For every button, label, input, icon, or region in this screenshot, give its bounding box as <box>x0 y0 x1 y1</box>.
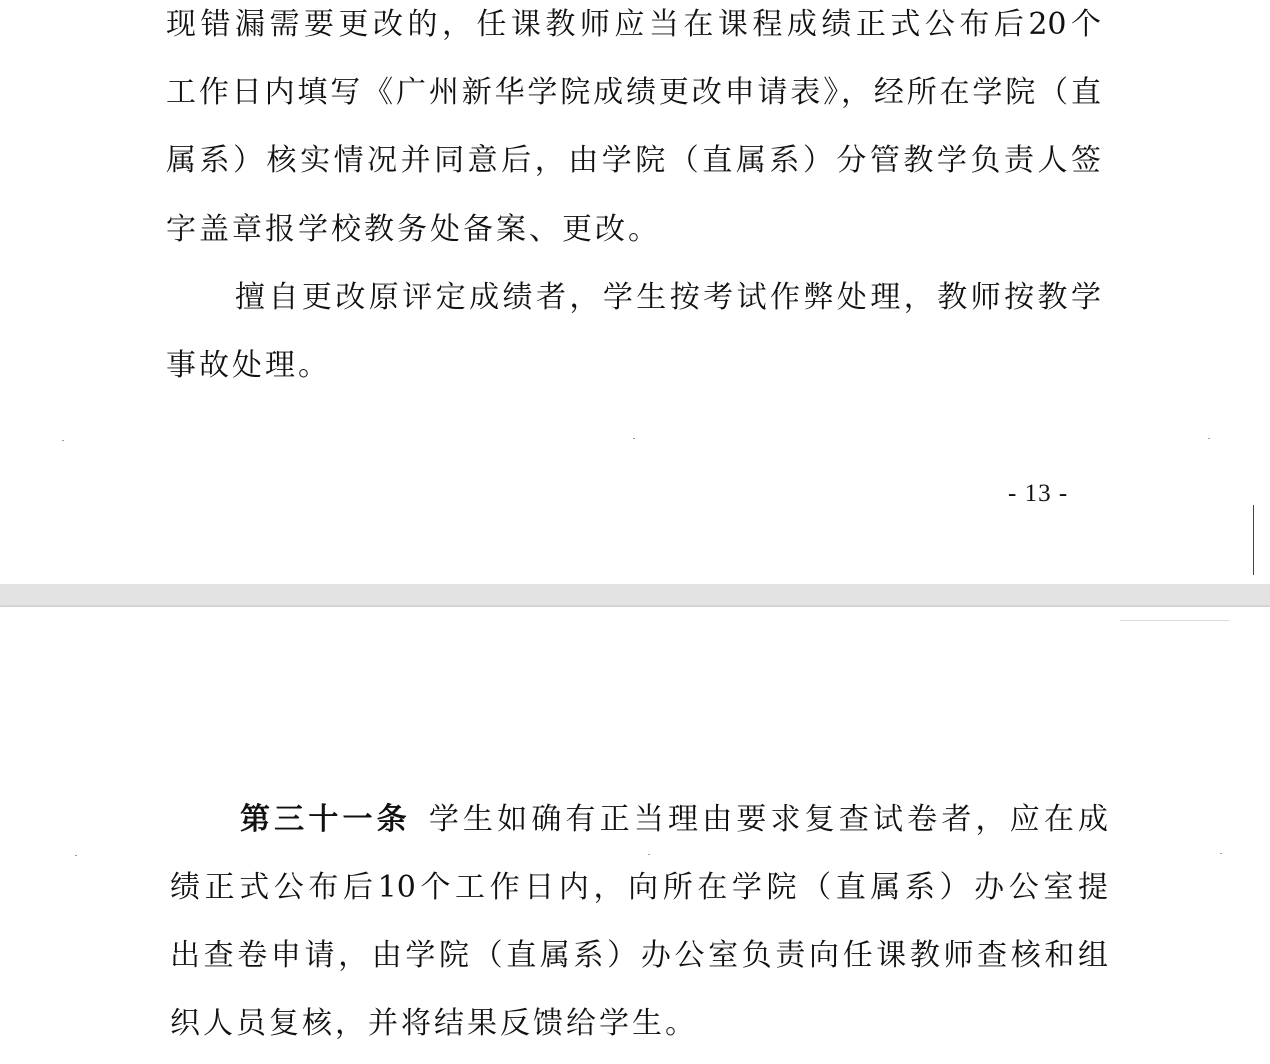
body-text-line: 字盖章报学校教务处备案、更改。 <box>166 212 661 247</box>
scan-speck <box>648 854 650 855</box>
scan-edge-mark <box>1253 505 1254 575</box>
body-text-line: 工作日内填写《广州新华学院成绩更改申请表》，经所在学院（直 <box>166 75 1101 110</box>
scan-speck <box>1220 853 1222 854</box>
body-text-line: 属系）核实情况并同意后，由学院（直属系）分管教学负责人签 <box>166 143 1101 178</box>
page-number: - 13 - <box>1008 480 1069 507</box>
article-text: 学生如确有正当理由要求复查试卷者，应在成 <box>428 802 1109 837</box>
body-text-line: 织人员复核，并将结果反馈给学生。 <box>170 1006 698 1041</box>
scan-speck <box>1120 620 1230 621</box>
scan-speck <box>1208 438 1210 439</box>
body-text-line: 事故处理。 <box>166 348 331 383</box>
page-separator <box>0 584 1270 607</box>
scan-speck <box>62 440 64 441</box>
scan-speck <box>75 855 77 856</box>
body-text-line: 擅自更改原评定成绩者，学生按考试作弊处理，教师按教学 <box>235 280 1101 315</box>
body-text-line: 出查卷申请，由学院（直属系）办公室负责向任课教师查核和组 <box>170 938 1108 973</box>
document-page-14 <box>0 607 1270 1064</box>
article-first-line <box>240 800 1108 840</box>
article-number: 第三十一条 <box>240 802 411 837</box>
body-text-line: 绩正式公布后10个工作日内，向所在学院（直属系）办公室提 <box>170 870 1108 905</box>
body-text-line: 现错漏需要更改的，任课教师应当在课程成绩正式公布后20个 <box>166 7 1101 42</box>
scan-speck <box>633 438 635 439</box>
